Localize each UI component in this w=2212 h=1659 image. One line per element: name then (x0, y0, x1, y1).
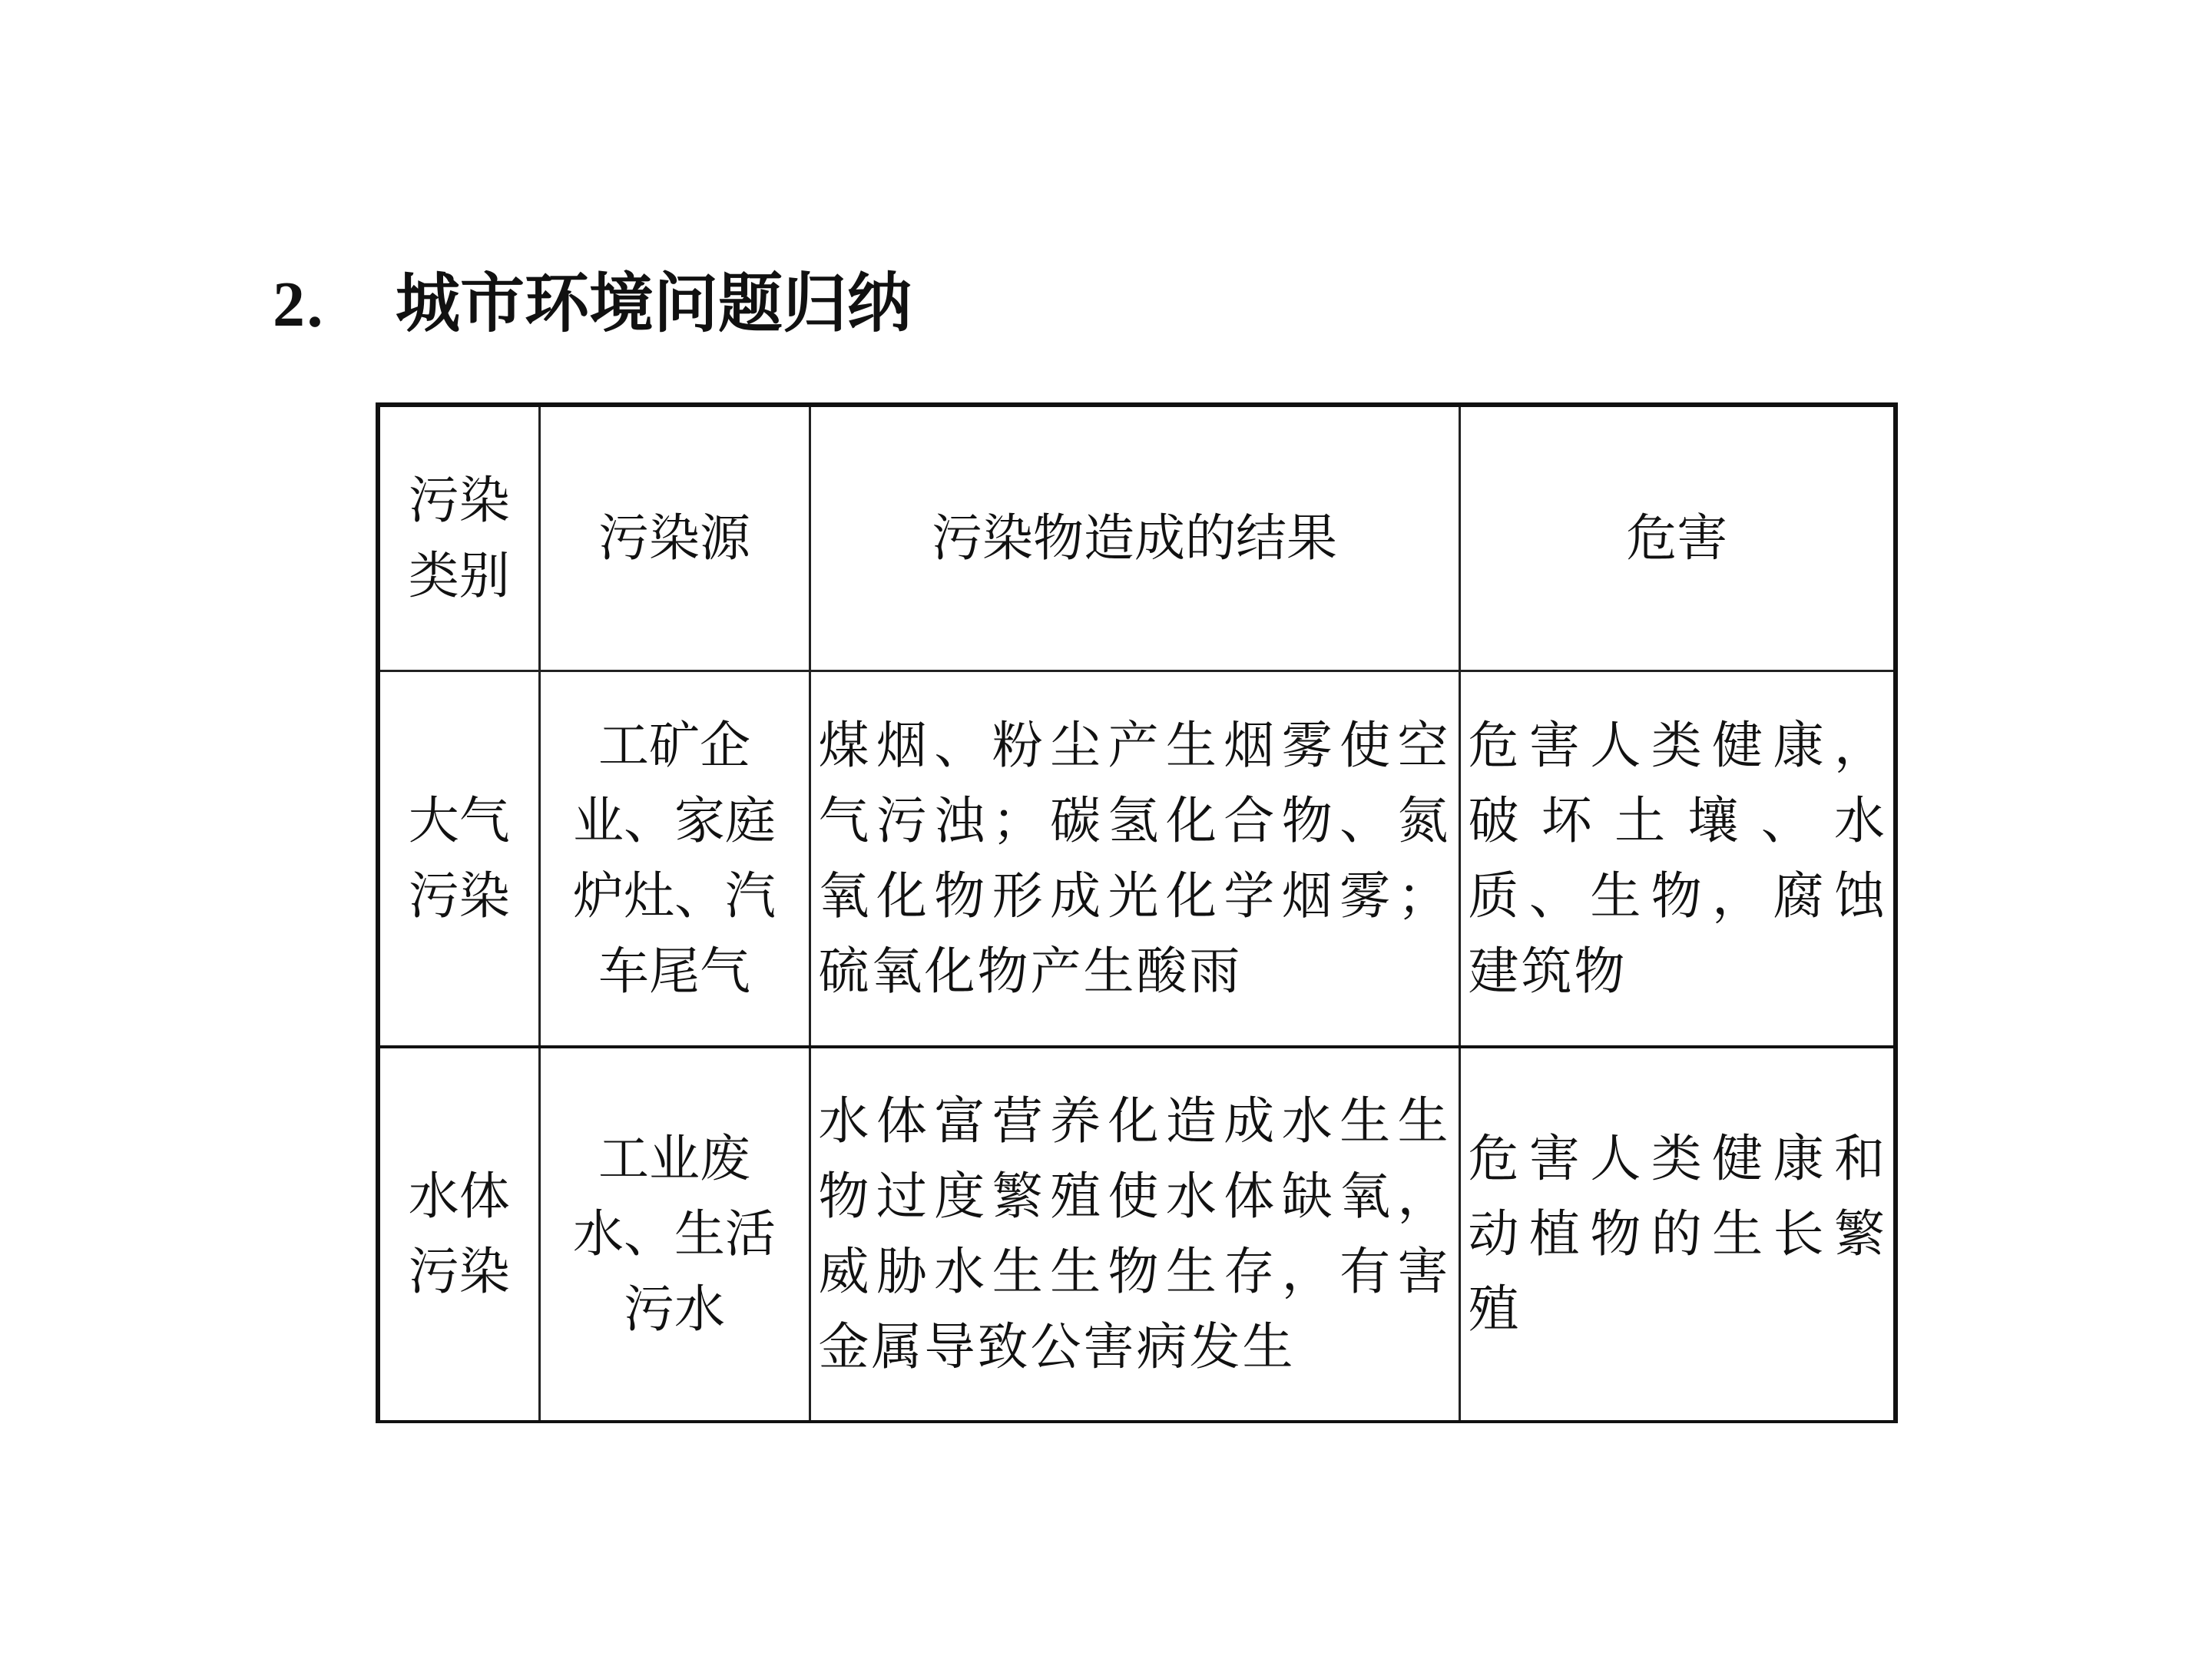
cell-pollution-source: 工矿企业、家庭炉灶、汽车尾气 (539, 671, 810, 1047)
section-number: 2． (273, 269, 370, 340)
cell-pollution-result: 水体富营养化造成水生生物过度繁殖使水体缺氧，威胁水生生物生存，有害金属导致公害病发生 (810, 1047, 1459, 1422)
section-title: 城市环境问题归纳 (396, 266, 912, 341)
header-harm: 危害 (1459, 405, 1896, 671)
pollution-table (376, 402, 1898, 1423)
section-heading (273, 261, 912, 346)
header-pollution-type: 污染类别 (378, 405, 539, 671)
table-header-row (378, 405, 1896, 671)
cell-pollution-result: 煤烟、粉尘产生烟雾使空气污浊；碳氢化合物、氮氧化物形成光化学烟雾；硫氧化物产生酸雨 (810, 671, 1459, 1047)
header-pollution-source: 污染源 (539, 405, 810, 671)
table-row (378, 671, 1896, 1047)
table-row (378, 1047, 1896, 1422)
cell-pollution-type: 大气污染 (378, 671, 539, 1047)
cell-pollution-type: 水体污染 (378, 1047, 539, 1422)
header-pollution-result: 污染物造成的结果 (810, 405, 1459, 671)
cell-harm: 危害人类健康，破坏土壤、水质、生物，腐蚀建筑物 (1459, 671, 1896, 1047)
cell-harm: 危害人类健康和动植物的生长繁殖 (1459, 1047, 1896, 1422)
cell-pollution-source: 工业废水、生活污水 (539, 1047, 810, 1422)
